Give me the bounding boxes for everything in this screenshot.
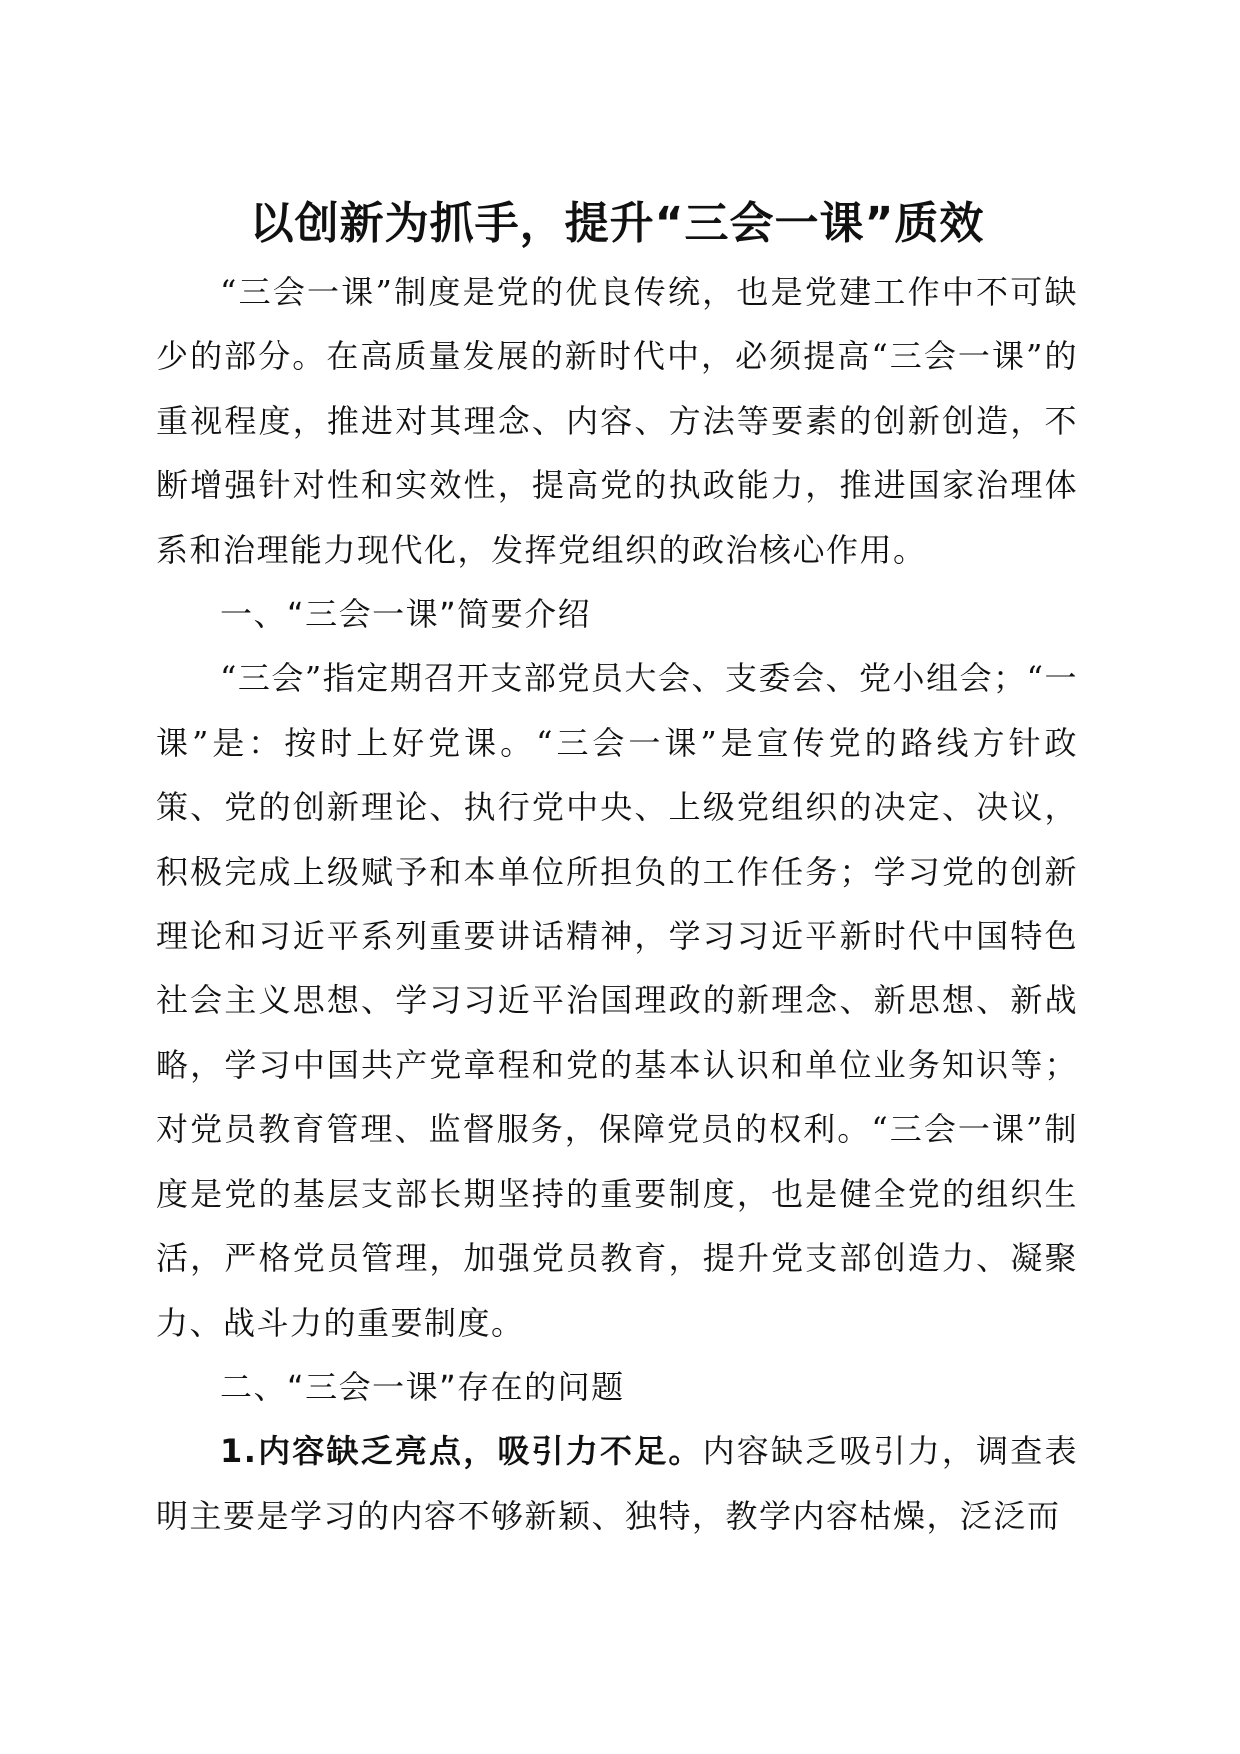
intro-paragraph: “三会一课”制度是党的优良传统，也是党建工作中不可缺少的部分。在高质量发展的新时代中，必须提高“三会一课”的重视程度，推进对其理念、内容、方法等要素的创新创造，不断增强针对性和实效性，提高党的执政能力，推进国家治理体系和治理能力现代化，发挥党组织的政治核心作用。 <box>156 273 1078 569</box>
item-1-text: 内容缺乏吸引力，调查表明主要是学习的内容不够新颖、独特，教学内容枯燥，泛泛而 <box>156 1432 1078 1535</box>
item-1-lead: 1.内容缺乏亮点，吸引力不足。 <box>220 1432 703 1471</box>
document-body <box>156 188 1078 1548</box>
section-heading-1: 一、“三会一课”简要介绍 <box>220 595 592 634</box>
section-2-item-1-paragraph <box>156 1419 1078 1548</box>
section-1-paragraph: “三会”指定期召开支部党员大会、支委会、党小组会；“一课”是：按时上好党课。“三会一课”是宣传党的路线方针政策、党的创新理论、执行党中央、上级党组织的决定、决议，积极完成上级赋予和本单位所担负的工作任务；学习党的创新理论和习近平系列重要讲话精神，学习习近平新时代中国特色社会主义思想、学习习近平治国理政的新理念、新思想、新战略，学习中国共产党章程和党的基本认识和单位业务知识等；对党员教育管理、监督服务，保障党员的权利。“三会一课”制度是党的基层支部长期坚持的重要制度，也是健全党的组织生活，严格党员管理，加强党员教育，提升党支部创造力、凝聚力、战斗力的重要制度。 <box>156 659 1078 1342</box>
section-heading-2: 二、“三会一课”存在的问题 <box>220 1367 625 1406</box>
document-title: 以创新为抓手，提升“三会一课”质效 <box>249 198 985 249</box>
